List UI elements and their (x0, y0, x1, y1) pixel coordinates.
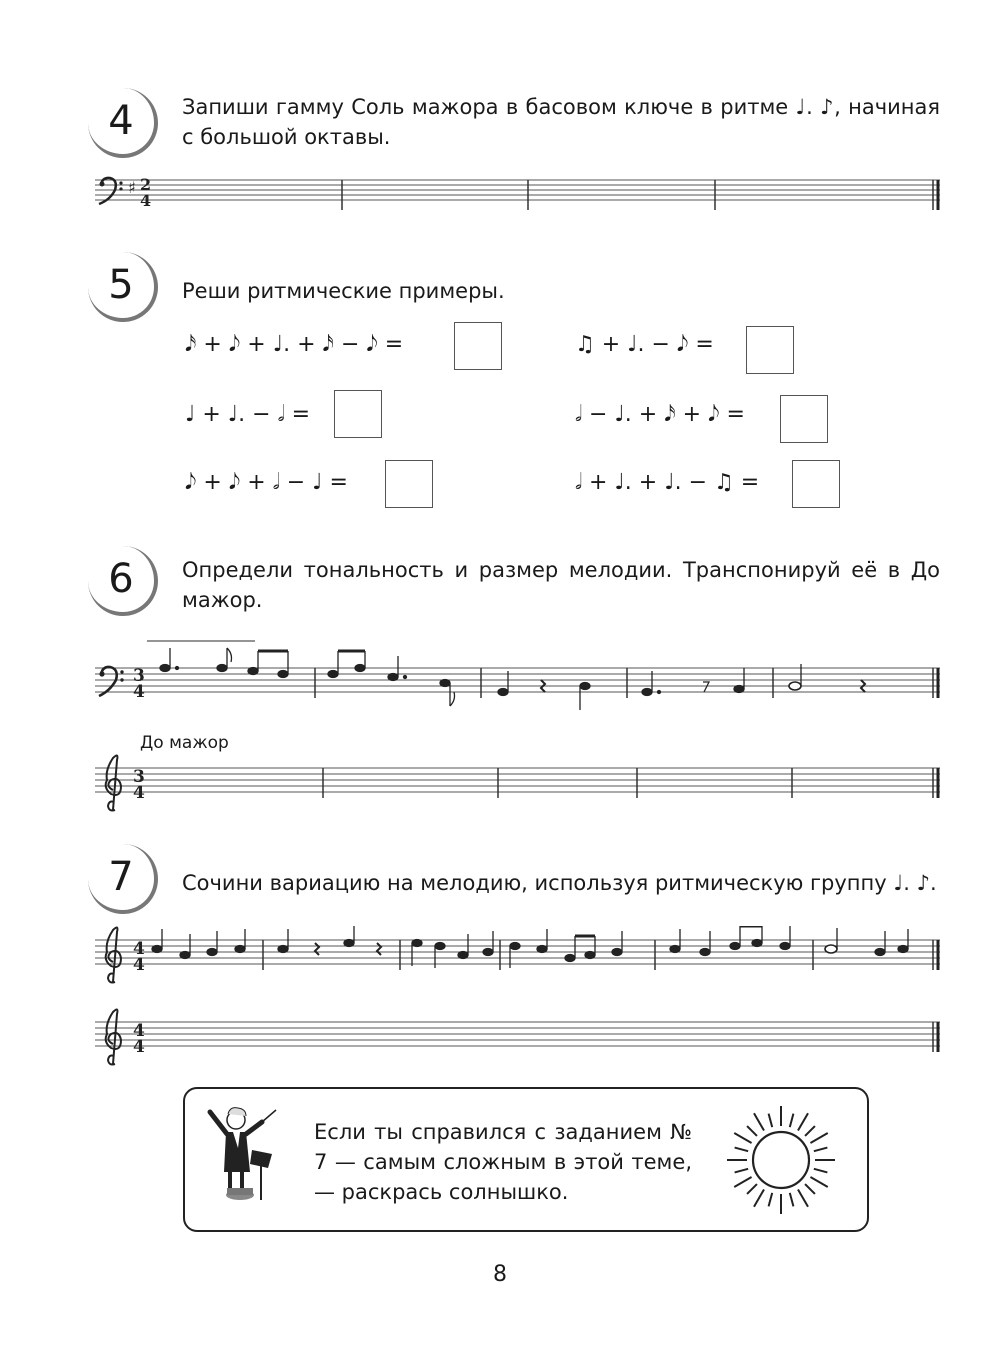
sun-ray (769, 1114, 773, 1128)
transpose-staff[interactable] (95, 754, 945, 824)
answer-box-1[interactable] (454, 322, 502, 370)
svg-text:4: 4 (133, 955, 145, 975)
task-6-text: Определи тональность и размер мелодии. Транспонируй её в До мажор. (182, 558, 940, 612)
task-4-text: Запиши гамму Соль мажора в басовом ключе в ритме ♩. ♪, начиная с большой октавы. (182, 95, 940, 149)
melody-staff (95, 636, 945, 716)
task-4-staff[interactable] (95, 168, 945, 218)
task-6-number: 6 (88, 546, 158, 616)
exercise-5: 𝅘𝅥𝅮 + 𝅘𝅥𝅮 + 𝅗𝅥 − ♩ = (185, 470, 348, 495)
answer-box-3[interactable] (334, 390, 382, 438)
sun-ray (769, 1193, 773, 1207)
page-number: 8 (493, 1262, 507, 1287)
sun-ray (747, 1184, 757, 1194)
encouragement-text: Если ты справился с заданием № 7 — самым сложным в этой теме, — раскрась солнышко. (314, 1120, 692, 1204)
exercise-6: 𝅗𝅥 + ♩. + ♩. − ♫ = (575, 470, 760, 495)
svg-text:3: 3 (133, 666, 145, 686)
task-7-text: Сочини вариацию на мелодию, используя ритмическую группу ♩. ♪. (182, 871, 937, 895)
conductor-icon (200, 1100, 280, 1210)
transpose-label: До мажор (140, 733, 229, 753)
exercise-2: ♫ + ♩. − 𝅘𝅥𝅮 = (575, 332, 714, 357)
sun-ray (805, 1126, 815, 1136)
sun-ray (790, 1114, 794, 1128)
treble-clef-icon (106, 755, 121, 810)
sun-ray (754, 1113, 764, 1130)
sun-ray (734, 1177, 751, 1187)
sun-ray (805, 1184, 815, 1194)
variation-melody-staff (95, 926, 945, 996)
variation-answer-staff[interactable] (95, 1004, 945, 1074)
sun-ray (810, 1177, 827, 1187)
answer-box-5[interactable] (385, 460, 433, 508)
sun-ray (735, 1169, 749, 1173)
exercise-4: 𝅗𝅥 − ♩. + 𝅘𝅥𝅯 + 𝅘𝅥𝅮 = (575, 402, 745, 427)
task-7-number: 7 (88, 844, 158, 914)
exercise-3: ♩ + ♩. − 𝅗𝅥 = (185, 402, 311, 427)
svg-text:4: 4 (133, 1037, 145, 1057)
svg-text:4: 4 (140, 191, 152, 210)
task-5-text: Реши ритмические примеры. (182, 279, 505, 303)
svg-text:4: 4 (133, 783, 145, 803)
sharp-key-signature: ♯ (128, 178, 136, 197)
task-5-number: 5 (88, 252, 158, 322)
sun-ray (754, 1189, 764, 1206)
sun-icon[interactable] (725, 1104, 837, 1216)
answer-box-6[interactable] (792, 460, 840, 508)
svg-text:3: 3 (133, 767, 145, 787)
sun-ray (798, 1189, 808, 1206)
svg-text:2: 2 (140, 175, 152, 194)
sun-ray (735, 1148, 749, 1152)
task-4-number: 4 (88, 88, 158, 158)
svg-text:4: 4 (133, 682, 145, 702)
treble-clef-icon (106, 1009, 121, 1064)
treble-clef-icon (106, 927, 121, 982)
svg-text:4: 4 (133, 939, 145, 959)
sun-ray (810, 1133, 827, 1143)
sun-ray (814, 1148, 828, 1152)
answer-box-4[interactable] (780, 395, 828, 443)
sun-ray (814, 1169, 828, 1173)
sun-ray (798, 1113, 808, 1130)
sun-ray (734, 1133, 751, 1143)
exercise-1: 𝅘𝅥𝅯 + 𝅘𝅥𝅮 + ♩. + 𝅘𝅥𝅯 − 𝅘𝅥𝅮 = (185, 332, 404, 357)
svg-text:4: 4 (133, 1021, 145, 1041)
sun-ray (790, 1193, 794, 1207)
sun-ray (747, 1126, 757, 1136)
answer-box-2[interactable] (746, 326, 794, 374)
